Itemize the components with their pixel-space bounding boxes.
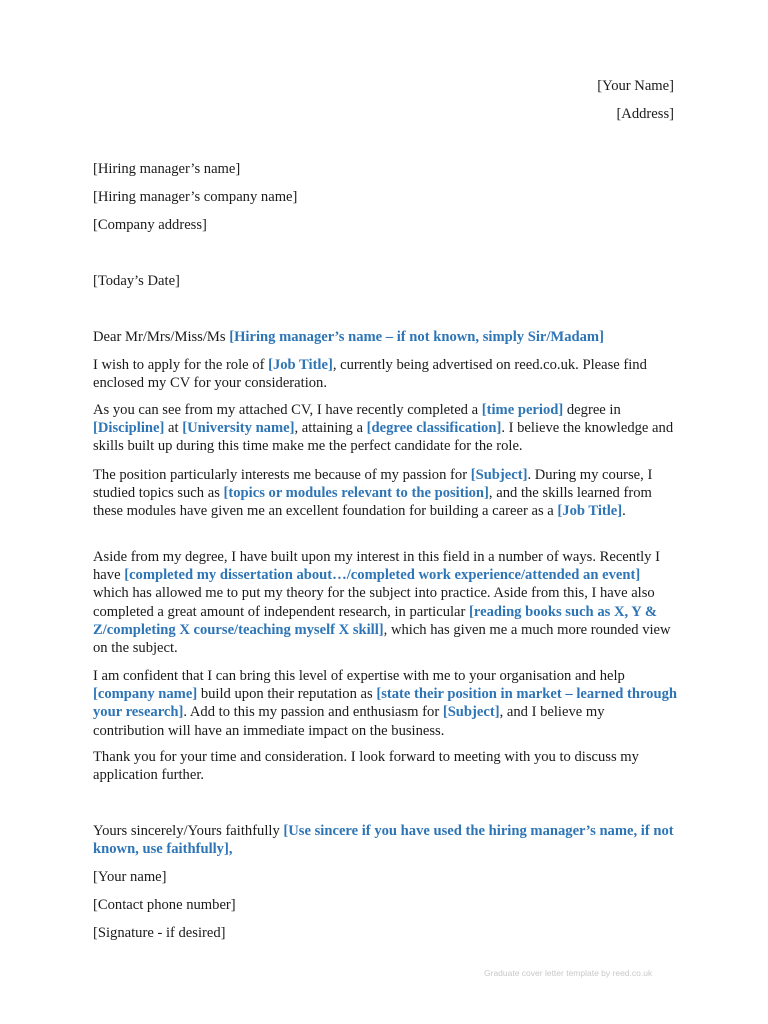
paragraph-1 [93, 356, 678, 392]
p1-placeholder-job-title: [Job Title] [268, 357, 333, 373]
p5-text-2: build upon their reputation as [197, 686, 377, 703]
sender-name: [Your Name] [597, 78, 674, 94]
closing [93, 822, 678, 858]
p5-placeholder-subject: [Subject] [442, 704, 500, 721]
p2-text-1: As you can see from my attached CV, I have recently completed a [93, 402, 482, 418]
p3-text-3: , and the skills learned from these modules have given me an excellent foundation for building a career as a [93, 485, 652, 520]
paragraph-3 [93, 466, 678, 521]
salutation-placeholder: [Hiring manager’s name – if not known, simply Sir/Madam] [229, 329, 604, 345]
p6-text-1: Thank you for your time and consideration. I look forward to meeting with you to discuss my application further. [93, 749, 639, 784]
p5-text-1: I am confident that I can bring this level of expertise with me to your organisation and help [93, 668, 625, 684]
p2-placeholder-university: [University name] [182, 420, 295, 437]
p4-text-2: which has allowed me to put my theory for the subject into practice. Aside from this, I have also completed a great amount of independent research, in particular [93, 585, 655, 620]
p3-text-1: The position particularly interests me because of my passion for [93, 467, 471, 483]
salutation [93, 328, 678, 346]
p1-text-1: I wish to apply for the role of [93, 357, 269, 373]
p4-text-3: , which has given me a much more rounded view on the subject. [93, 621, 671, 657]
signature-phone: [Contact phone number] [93, 897, 236, 913]
p2-placeholder-degree-class: [degree classification] [366, 420, 502, 437]
p5-placeholder-company-name: [company name] [93, 686, 198, 703]
p4-text-1: Aside from my degree, I have built upon my interest in this field in a number of ways. Recently I have [93, 549, 660, 584]
signature-name: [Your name] [93, 869, 167, 885]
p5-text-3: . Add to this my passion and enthusiasm for [183, 704, 443, 721]
closing-text: Yours sincerely/Yours faithfully [93, 823, 284, 839]
p1-text-2: , currently being advertised on reed.co.uk. Please find enclosed my CV for your consideration. [93, 357, 647, 392]
closing-placeholder: [Use sincere if you have used the hiring manager’s name, if not known, use faithfully], [93, 823, 674, 858]
paragraph-4 [93, 548, 678, 657]
p2-text-2: degree in [563, 402, 621, 418]
p5-text-4: , and I believe my contribution will have an immediate impact on the business. [93, 704, 605, 739]
p4-placeholder-research: [reading books such as X, Y & Z/completing X course/teaching myself X skill] [93, 603, 658, 638]
p2-placeholder-discipline: [Discipline] [93, 420, 165, 437]
footer-attribution: Graduate cover letter template by reed.co.uk [484, 968, 653, 978]
p3-placeholder-topics: [topics or modules relevant to the position] [223, 485, 489, 502]
recipient-company-address: [Company address] [93, 217, 207, 233]
p3-placeholder-job-title: [Job Title] [557, 503, 623, 520]
salutation-text: Dear Mr/Mrs/Miss/Ms [93, 329, 230, 345]
p4-placeholder-experience: [completed my dissertation about…/completed work experience/attended an event] [124, 567, 641, 584]
p5-placeholder-market-position: [state their position in market – learned through your research] [93, 686, 677, 721]
p2-placeholder-time-period: [time period] [481, 402, 564, 418]
sender-address: [Address] [616, 106, 674, 122]
p3-placeholder-subject: [Subject] [470, 467, 528, 483]
paragraph-2 [93, 401, 678, 456]
p3-text-4: . [622, 503, 626, 520]
recipient-company-name: [Hiring manager’s company name] [93, 189, 298, 205]
p3-text-2: . During my course, I studied topics such as [93, 467, 653, 502]
paragraph-5 [93, 667, 678, 740]
paragraph-6 [93, 748, 678, 784]
letter-date: [Today’s Date] [93, 273, 180, 289]
recipient-manager-name: [Hiring manager’s name] [93, 161, 241, 177]
p2-text-4: , attaining a [294, 420, 367, 437]
p2-text-5: . I believe the knowledge and skills built up during this time make me the perfect candidate for the role. [93, 420, 674, 455]
signature-line: [Signature - if desired] [93, 925, 226, 941]
p2-text-3: at [164, 420, 183, 437]
